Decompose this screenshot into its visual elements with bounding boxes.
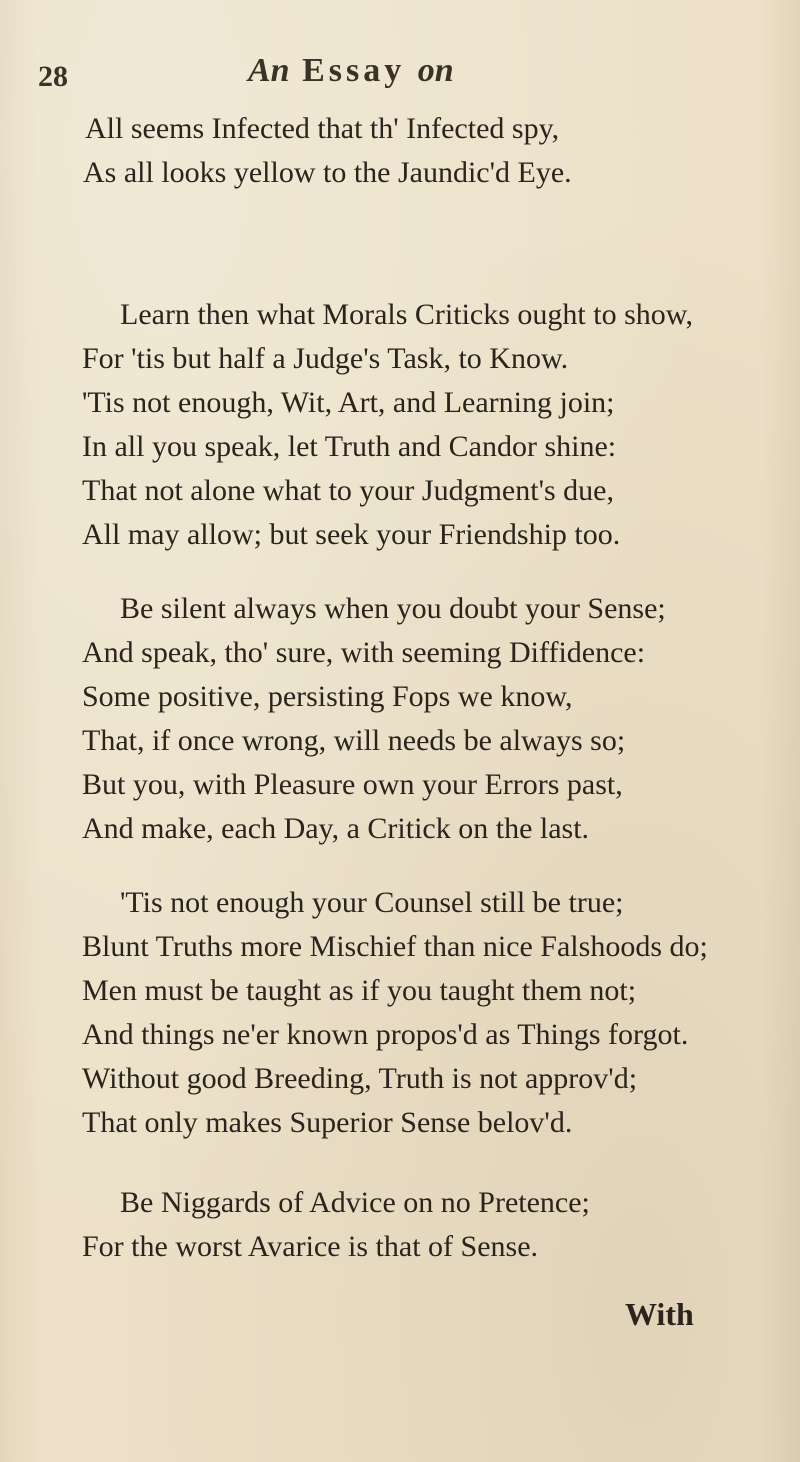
verse-line: Be silent always when you doubt your Sense; [120,592,666,625]
verse-line: Men must be taught as if you taught them not; [82,974,637,1007]
verse-line: That, if once wrong, will needs be always so; [82,724,626,757]
verse-line: Be Niggards of Advice on no Pretence; [120,1186,590,1219]
verse-line: Blunt Truths more Mischief than nice Falshoods do; [82,930,708,963]
verse-line: For 'tis but half a Judge's Task, to Know. [82,342,569,375]
verse-line: 'Tis not enough your Counsel still be true; [120,886,624,919]
verse-line: All may allow; but seek your Friendship too. [82,518,621,551]
verse-line: Learn then what Morals Criticks ought to show, [120,298,693,331]
verse-line: And make, each Day, a Critick on the last. [82,812,590,845]
verse-line: All seems Infected that th' Infected spy, [85,112,560,145]
running-title [248,52,454,90]
running-title-main: Essay [302,52,406,89]
verse-line: In all you speak, let Truth and Candor shine: [82,430,617,463]
running-title-suffix: on [417,52,454,89]
page-number: 28 [38,60,68,93]
verse-line: Some positive, persisting Fops we know, [82,680,573,713]
verse-line: But you, with Pleasure own your Errors past, [82,768,623,801]
running-head [38,52,738,102]
catchword: With [625,1296,694,1332]
verse-line: 'Tis not enough, Wit, Art, and Learning join; [82,386,615,419]
verse-line: As all looks yellow to the Jaundic'd Eye. [83,156,572,189]
verse-line: And speak, tho' sure, with seeming Diffidence: [82,636,646,669]
verse-line: Without good Breeding, Truth is not approv'd; [82,1062,638,1095]
verse-line: That not alone what to your Judgment's due, [82,474,614,507]
verse-line: And things ne'er known propos'd as Things forgot. [82,1018,689,1051]
verse-line: For the worst Avarice is that of Sense. [82,1230,539,1263]
running-title-prefix: An [248,52,290,89]
verse-line: That only makes Superior Sense belov'd. [82,1106,573,1139]
